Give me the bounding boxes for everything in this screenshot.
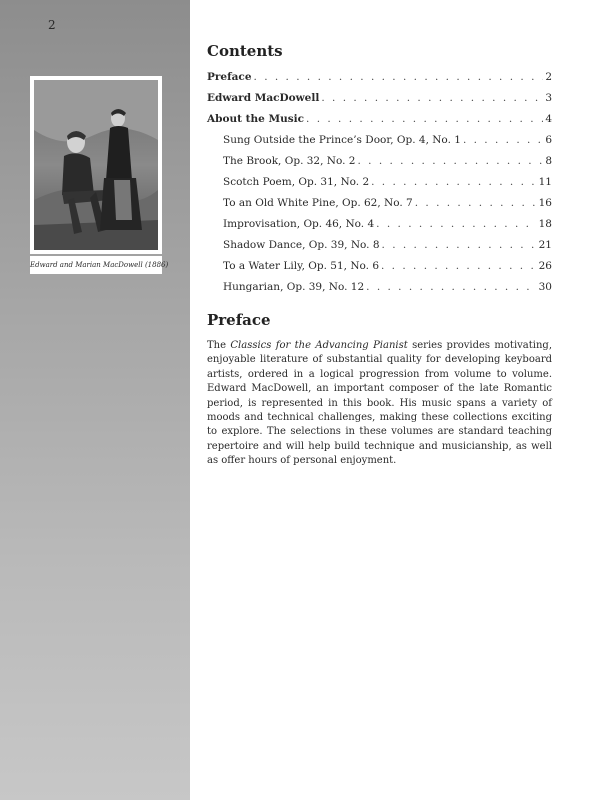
- toc-dot-leader: [376, 217, 536, 231]
- preface-text-start: The: [207, 340, 231, 351]
- preface-text-rest: series provides motivating, enjoyable literature of substantial quality for developing keyboard artists, ordered in a logical progression from volume to volume. Edward MacDowell, an important composer of the late Romantic period, is represented in this book. His music spans a variety of moods and technical challenges, making these collections exciting to explore. The selections in these volumes are standard teaching repertoire and will help build technique and musicianship, as well as offer hours of personal enjoyment.: [207, 340, 552, 467]
- toc-entry-page: 18: [538, 218, 552, 230]
- toc-entry: [207, 91, 552, 112]
- toc-dot-leader: [371, 175, 537, 189]
- toc-dot-leader: [321, 91, 543, 105]
- toc-entry-page: 16: [538, 197, 552, 209]
- contents-heading: Contents: [207, 42, 283, 60]
- toc-entry-title: The Brook, Op. 32, No. 2: [223, 155, 356, 167]
- toc-entry: [207, 196, 552, 217]
- toc-dot-leader: [415, 196, 537, 210]
- toc-entry-page: 6: [545, 134, 552, 146]
- toc-entry-title: To a Water Lily, Op. 51, No. 6: [223, 260, 379, 272]
- toc-entry-page: 3: [545, 92, 552, 104]
- toc-entry-page: 21: [538, 239, 552, 251]
- photo-frame: [30, 76, 162, 254]
- toc-entry: [207, 259, 552, 280]
- toc-dot-leader: [357, 154, 543, 168]
- toc-entry-title: Edward MacDowell: [207, 92, 320, 104]
- toc-dot-leader: [382, 238, 537, 252]
- toc-entry-title: Scotch Poem, Op. 31, No. 2: [223, 176, 370, 188]
- toc-dot-leader: [254, 70, 544, 84]
- toc-entry-page: 2: [545, 71, 552, 83]
- toc-dot-leader: [366, 280, 536, 294]
- toc-entry-page: 8: [545, 155, 552, 167]
- toc-entry-title: To an Old White Pine, Op. 62, No. 7: [223, 197, 413, 209]
- toc-entry-page: 11: [538, 176, 552, 188]
- toc-entry: [207, 217, 552, 238]
- toc-entry-page: 30: [538, 281, 552, 293]
- preface-heading: Preface: [207, 311, 271, 329]
- toc-entry-title: Preface: [207, 71, 252, 83]
- toc-entry: [207, 133, 552, 154]
- table-of-contents: [207, 70, 552, 301]
- toc-dot-leader: [381, 259, 537, 273]
- series-title: Classics for the Advancing Pianist: [230, 340, 408, 351]
- photo-caption: Edward and Marian MacDowell (1886): [30, 256, 162, 274]
- toc-entry-title: Shadow Dance, Op. 39, No. 8: [223, 239, 380, 251]
- page-number: 2: [48, 18, 56, 32]
- toc-entry: [207, 175, 552, 196]
- toc-entry: [207, 238, 552, 259]
- toc-entry-title: Sung Outside the Prince’s Door, Op. 4, No. 1: [223, 134, 461, 146]
- toc-entry-page: 26: [538, 260, 552, 272]
- toc-entry: [207, 154, 552, 175]
- toc-entry: [207, 70, 552, 91]
- toc-entry: [207, 112, 552, 133]
- toc-entry-title: Hungarian, Op. 39, No. 12: [223, 281, 365, 293]
- macdowell-photo: [34, 80, 158, 250]
- toc-entry: [207, 280, 552, 301]
- toc-dot-leader: [306, 112, 543, 126]
- toc-entry-page: 4: [545, 113, 552, 125]
- toc-dot-leader: [463, 133, 543, 147]
- toc-entry-title: Improvisation, Op. 46, No. 4: [223, 218, 375, 230]
- toc-entry-title: About the Music: [207, 113, 305, 125]
- preface-paragraph: [207, 339, 552, 469]
